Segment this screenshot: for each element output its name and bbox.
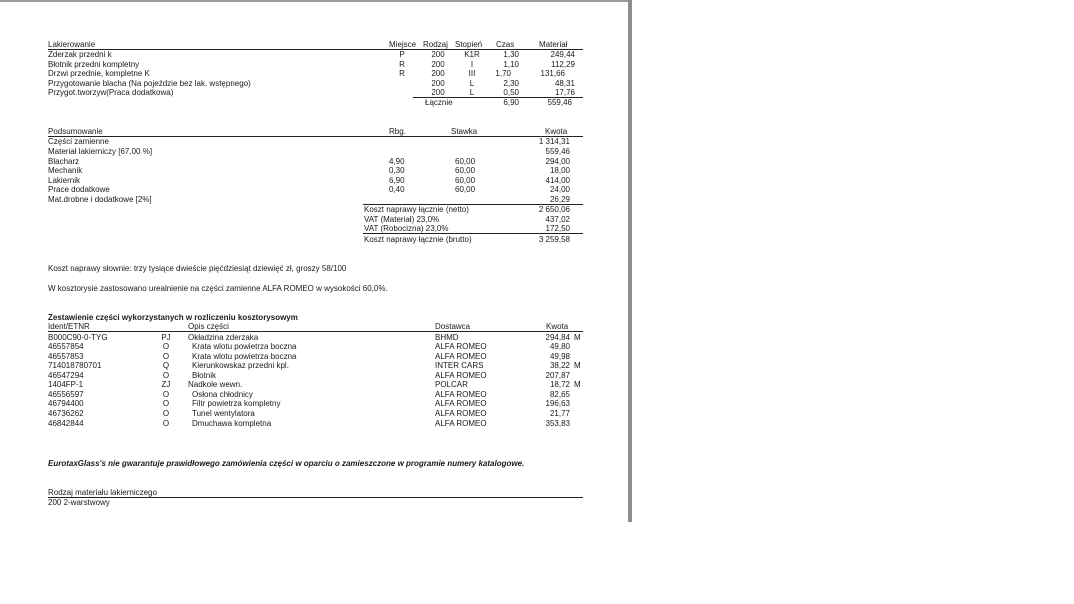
pod-row-kwota: 1 314,31 bbox=[538, 137, 570, 146]
lak-row-rodzaj: 200 bbox=[431, 88, 445, 97]
zest-row-opis: Kierunkowskaz przedni kpl. bbox=[192, 361, 289, 370]
pod-row-rbg: 6,90 bbox=[389, 176, 405, 185]
zest-row-opis: Osłona chłodnicy bbox=[192, 390, 253, 399]
pod-total-kwota: 437,02 bbox=[545, 215, 570, 224]
zest-row-opis: Okładzina zderzaka bbox=[188, 333, 259, 342]
pod-total-kwota: 172,50 bbox=[545, 224, 570, 233]
lak-header-czas: Czas bbox=[496, 40, 515, 49]
zest-row-flag: M bbox=[574, 380, 581, 389]
lak-row-stopien: III bbox=[468, 69, 476, 78]
pod-header-rbg: Rbg. bbox=[389, 127, 406, 136]
zest-row-typ: O bbox=[162, 352, 170, 361]
zest-row-kwota: 294,84 bbox=[545, 333, 570, 342]
zest-row-dostawca: ALFA ROMEO bbox=[435, 399, 487, 408]
zest-row-typ: O bbox=[162, 399, 170, 408]
lak-row-stopien: K1R bbox=[464, 50, 480, 59]
zest-row-ident: 1404FP-1 bbox=[48, 380, 84, 389]
zest-row-opis: Tunel wentylatora bbox=[192, 409, 255, 418]
zest-row-opis: Nadkole wewn. bbox=[188, 380, 243, 389]
zest-row-ident: 46794400 bbox=[48, 399, 84, 408]
zest-header-kwota: Kwota bbox=[546, 322, 569, 331]
lak-total-material: 559,46 bbox=[547, 98, 572, 107]
zest-header-opis: Opis części bbox=[188, 322, 229, 331]
pod-header-kwota: Kwota bbox=[545, 127, 568, 136]
pod-row-rbg: 0,30 bbox=[389, 166, 405, 175]
pod-row-name: Części zamienne bbox=[48, 137, 109, 146]
material-lak-rule bbox=[48, 497, 583, 498]
pod-total-label: VAT (Materiał) 23,0% bbox=[364, 215, 440, 224]
zest-row-dostawca: INTER CARS bbox=[435, 361, 484, 370]
lak-header-miejsce: Miejsce bbox=[389, 40, 417, 49]
pod-total-label: Koszt naprawy łącznie (netto) bbox=[364, 205, 469, 214]
slownie-text: Koszt naprawy słownie: trzy tysiące dwieście pięćdziesiąt dziewięć zł, groszy 58/100 bbox=[48, 264, 347, 273]
zest-row-ident: 46842844 bbox=[48, 419, 84, 428]
zest-row-kwota: 49,98 bbox=[549, 352, 570, 361]
pod-row-stawka: 60,00 bbox=[455, 185, 476, 194]
zest-row-typ: O bbox=[162, 419, 170, 428]
pod-header-name: Podsumowanie bbox=[48, 127, 103, 136]
zest-row-typ: O bbox=[162, 390, 170, 399]
zest-row-ident: 46557853 bbox=[48, 352, 84, 361]
lak-row-material: 48,31 bbox=[554, 79, 575, 88]
pod-total-label: Koszt naprawy łącznie (brutto) bbox=[364, 235, 472, 244]
zest-row-kwota: 353,83 bbox=[545, 419, 570, 428]
zest-row-typ: O bbox=[162, 342, 170, 351]
zest-row-dostawca: ALFA ROMEO bbox=[435, 342, 487, 351]
material-lak-value: 200 2-warstwowy bbox=[48, 498, 110, 507]
lak-row-czas: 1,70 bbox=[495, 69, 511, 78]
lak-row-rodzaj: 200 bbox=[431, 69, 445, 78]
zest-row-opis: Filtr powietrza kompletny bbox=[192, 399, 281, 408]
pod-row-name: Prace dodatkowe bbox=[48, 185, 110, 194]
zest-row-dostawca: ALFA ROMEO bbox=[435, 409, 487, 418]
zest-row-kwota: 18,72 bbox=[549, 380, 570, 389]
pod-row-stawka: 60,00 bbox=[455, 166, 476, 175]
zest-row-typ: PJ bbox=[161, 333, 171, 342]
zest-row-kwota: 207,87 bbox=[545, 371, 570, 380]
pod-row-name: Mechanik bbox=[48, 166, 83, 175]
pod-row-rbg: 0,40 bbox=[389, 185, 405, 194]
pod-total-kwota: 2 650,06 bbox=[538, 205, 570, 214]
pod-row-kwota: 294,00 bbox=[545, 157, 570, 166]
zest-row-ident: 46547294 bbox=[48, 371, 84, 380]
pod-row-name: Mat.drobne i dodatkowe [2%] bbox=[48, 195, 152, 204]
pod-row-kwota: 414,00 bbox=[545, 176, 570, 185]
lak-header-rodzaj: Rodzaj bbox=[423, 40, 448, 49]
zest-row-ident: B000C90-0-TYG bbox=[48, 333, 108, 342]
urealnienie-text: W kosztorysie zastosowano urealnienie na części zamienne ALFA ROMEO w wysokości 60,0%. bbox=[48, 284, 388, 293]
zest-row-opis: Krata wlotu powietrza boczna bbox=[192, 352, 297, 361]
lak-row-czas: 1,10 bbox=[503, 60, 519, 69]
lak-row-stopien: I bbox=[470, 60, 474, 69]
zest-row-flag: M bbox=[574, 333, 581, 342]
lak-row-czas: 0,50 bbox=[503, 88, 519, 97]
page-right-border bbox=[628, 0, 632, 522]
lak-row-material: 17,76 bbox=[554, 88, 575, 97]
zest-row-dostawca: ALFA ROMEO bbox=[435, 419, 487, 428]
pod-row-kwota: 18,00 bbox=[549, 166, 570, 175]
pod-row-kwota: 24,00 bbox=[549, 185, 570, 194]
pod-row-kwota: 559,46 bbox=[545, 147, 570, 156]
zest-row-dostawca: BHMD bbox=[435, 333, 459, 342]
zest-row-ident: 46736262 bbox=[48, 409, 84, 418]
zest-header-dostawca: Dostawca bbox=[435, 322, 471, 331]
lak-row-czas: 1,30 bbox=[503, 50, 519, 59]
lak-row-material: 112,29 bbox=[551, 60, 575, 69]
pod-row-rbg: 4,90 bbox=[389, 157, 405, 166]
zestawienie-title: Zestawienie części wykorzystanych w rozliczeniu kosztorysowym bbox=[48, 313, 298, 322]
lak-row-name: Błotnik przedni kompletny bbox=[48, 60, 140, 69]
lak-row-stopien: L bbox=[469, 79, 475, 88]
lak-row-rodzaj: 200 bbox=[431, 60, 445, 69]
lak-row-czas: 2,30 bbox=[503, 79, 519, 88]
zest-row-opis: Krata wlotu powietrza boczna bbox=[192, 342, 297, 351]
zest-row-ident: 714018780701 bbox=[48, 361, 102, 370]
lak-row-miejsce: R bbox=[399, 69, 405, 78]
pod-row-stawka: 60,00 bbox=[455, 176, 476, 185]
lak-row-name: Przygot.tworzyw(Praca dodatkowa) bbox=[48, 88, 174, 97]
lak-row-stopien: L bbox=[469, 88, 475, 97]
zest-row-kwota: 49,80 bbox=[549, 342, 570, 351]
lak-row-miejsce: R bbox=[399, 60, 405, 69]
zest-row-typ: O bbox=[162, 371, 170, 380]
pod-row-name: Blacharz bbox=[48, 157, 80, 166]
zest-row-dostawca: POLCAR bbox=[435, 380, 468, 389]
pod-header-stawka: Stawka bbox=[451, 127, 478, 136]
zest-row-typ: Q bbox=[162, 361, 170, 370]
pod-row-name: Lakiernik bbox=[48, 176, 81, 185]
pod-row-kwota: 26,29 bbox=[549, 195, 570, 204]
zest-row-opis: Błotnik bbox=[192, 371, 217, 380]
pod-total-kwota: 3 259,58 bbox=[538, 235, 570, 244]
zest-row-kwota: 82,65 bbox=[549, 390, 570, 399]
zest-row-flag: M bbox=[574, 361, 581, 370]
lak-row-miejsce: P bbox=[399, 50, 405, 59]
pod-header-rule bbox=[48, 136, 583, 137]
material-lak-label: Rodzaj materiału lakierniczego bbox=[48, 488, 157, 497]
zest-row-opis: Dmuchawa kompletna bbox=[192, 419, 272, 428]
zest-row-ident: 46556597 bbox=[48, 390, 84, 399]
zest-row-kwota: 21,77 bbox=[549, 409, 570, 418]
lak-header-material: Materiał bbox=[539, 40, 568, 49]
zest-header-rule bbox=[48, 331, 583, 332]
zest-header-ident: Ident/ETNR bbox=[48, 322, 90, 331]
lak-row-material: 249,44 bbox=[550, 50, 575, 59]
zest-row-ident: 46557854 bbox=[48, 342, 84, 351]
zest-row-kwota: 196,63 bbox=[545, 399, 570, 408]
pod-total-label: VAT (Robocizna) 23,0% bbox=[364, 224, 449, 233]
zest-row-dostawca: ALFA ROMEO bbox=[435, 352, 487, 361]
zest-row-typ: O bbox=[162, 409, 170, 418]
lak-total-czas: 6,90 bbox=[503, 98, 519, 107]
page-top-border bbox=[0, 0, 632, 2]
zest-row-kwota: 38,22 bbox=[549, 361, 570, 370]
disclaimer-text: EurotaxGlass's nie gwarantuje prawidłowego zamówienia części w oparciu o zamieszczone w programie numery katalogowe. bbox=[48, 459, 525, 468]
lak-row-material: 131,66 bbox=[540, 69, 565, 78]
zest-row-dostawca: ALFA ROMEO bbox=[435, 371, 487, 380]
lak-row-name: Zderzak przedni k bbox=[48, 50, 112, 59]
pod-row-name: Materiał lakierniczy [67,00 %] bbox=[48, 147, 153, 156]
zest-row-typ: ZJ bbox=[161, 380, 171, 389]
zest-row-dostawca: ALFA ROMEO bbox=[435, 390, 487, 399]
lak-row-name: Drzwi przednie, kompletne K bbox=[48, 69, 150, 78]
pod-row-stawka: 60,00 bbox=[455, 157, 476, 166]
pod-brutto-rule bbox=[363, 233, 583, 234]
lak-total-label: Łącznie bbox=[425, 98, 453, 107]
lak-header-name: Lakierowanie bbox=[48, 40, 96, 49]
lak-row-rodzaj: 200 bbox=[431, 50, 445, 59]
lak-header-stopien: Stopień bbox=[455, 40, 483, 49]
lak-row-name: Przygotowanie blacha (Na pojeździe bez lak. wstępnego) bbox=[48, 79, 251, 88]
lak-row-rodzaj: 200 bbox=[431, 79, 445, 88]
